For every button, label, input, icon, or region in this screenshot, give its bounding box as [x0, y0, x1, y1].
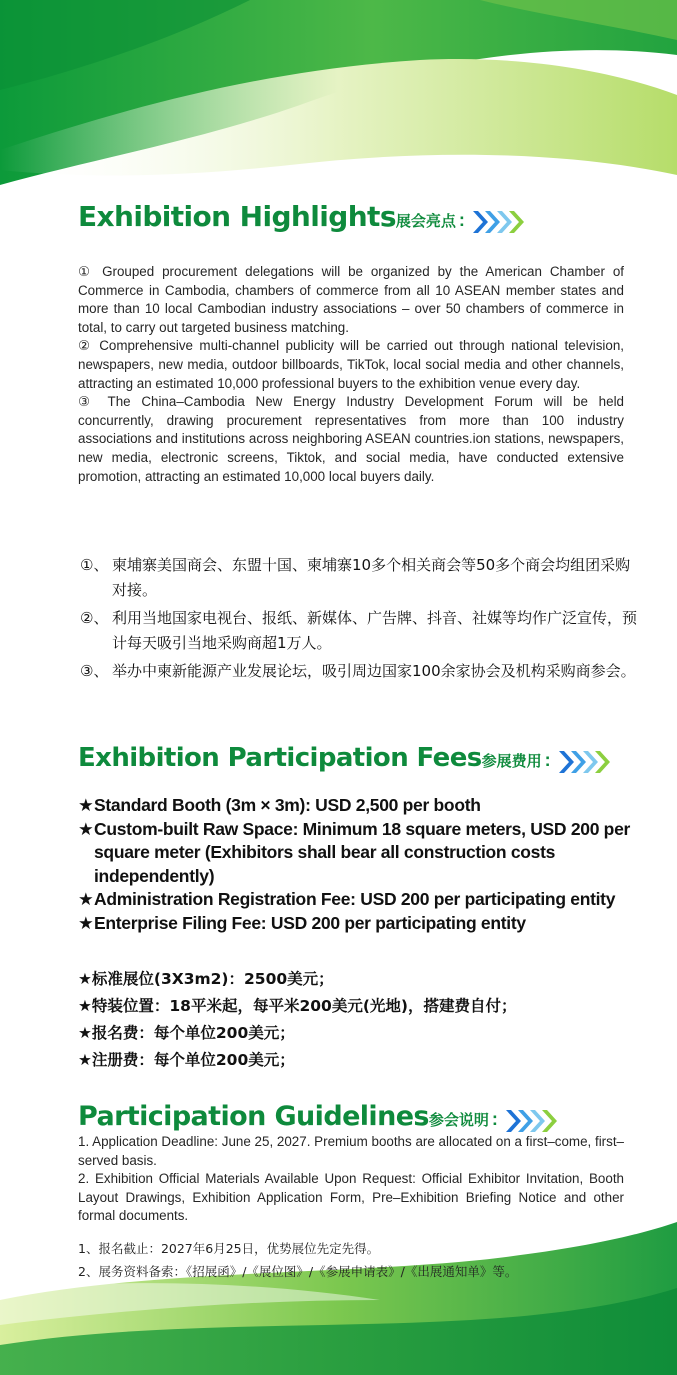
- highlights-heading: [78, 200, 525, 235]
- fee-zh-item-1: ★标准展位(3X3m2)：2500美元；: [78, 970, 334, 988]
- guideline-paragraph-2: 2. Exhibition Official Materials Available Upon Request: Official Exhibitor Invitation, Booth Layout Drawings, Exhibition Application Form, Pre–Exhibition Briefing Notice and other formal documents.: [78, 1171, 624, 1224]
- highlight-paragraph-1: ① Grouped procurement delegations will be organized by the American Chamber of Commerce in Cambodia, chambers of commerce from all 10 ASEAN member states and more than 10 local Cambodian industry associations – over 50 chambers of commerce in total, to carry out targeted business matching.: [78, 264, 624, 335]
- fees-title-en: Exhibition Participation Fees: [78, 743, 482, 773]
- guidelines-heading: [78, 1103, 558, 1134]
- guidelines-title-zh: 参会说明: [428, 1111, 489, 1129]
- guideline-zh-item-1: 1、报名截止：2027年6月25日，优势展位先定先得。: [78, 1241, 380, 1256]
- highlights-title-en: Exhibition Highlights: [78, 200, 396, 233]
- highlight-zh-item-1: ①、 柬埔寨美国商会、东盟十国、柬埔寨10多个相关商会等50多个商会均组团采购对接。: [80, 556, 631, 599]
- guidelines-colon: :: [491, 1109, 498, 1129]
- fee-zh-item-4: ★注册费：每个单位200美元；: [78, 1051, 295, 1069]
- guideline-paragraph-1: 1. Application Deadline: June 25, 2027. Premium booths are allocated on a first–come, first–served basis.: [78, 1134, 624, 1168]
- highlights-colon: :: [458, 210, 465, 230]
- fee-item-admin-registration: ★ Administration Registration Fee: USD 200 per participating entity: [78, 889, 616, 909]
- fee-zh-item-2: ★特装位置：18平米起，每平米200美元(光地)，搭建费自付；: [78, 997, 517, 1015]
- guidelines-zh: [78, 1237, 638, 1283]
- chevron-arrows-icon: [557, 749, 611, 775]
- guidelines-title-en: Participation Guidelines: [78, 1101, 429, 1132]
- highlight-paragraph-2: ② Comprehensive multi-channel publicity will be carried out through national television, newspapers, new media, outdoor billboards, TikTok, local social media and other channels, attracting an estimated 10,000 professional buyers to the exhibition venue every day.: [78, 338, 624, 391]
- highlights-title-zh: 展会亮点: [395, 212, 456, 230]
- fee-item-raw-space: ★ Custom-built Raw Space: Minimum 18 square meters, USD 200 per square meter (Exhibitors shall bear all construction costs independently): [78, 818, 631, 886]
- fees-heading: [78, 745, 611, 775]
- highlight-zh-item-3: ③、 举办中柬新能源产业发展论坛，吸引周边国家100余家协会及机构采购商参会。: [80, 662, 636, 680]
- fee-item-standard-booth: ★ Standard Booth (3m × 3m): USD 2,500 per booth: [78, 795, 481, 815]
- fee-item-enterprise-filing: ★ Enterprise Filing Fee: USD 200 per participating entity: [78, 912, 526, 933]
- highlight-paragraph-3: ③ The China–Cambodia New Energy Industry Development Forum will be held concurrently, drawing procurement representatives from more than 100 industry associations and institutions across neighboring ASEAN countries.ion stations, newspapers, new media, electronic screens, Tiktok, and social media, have conducted extensive promotion, attracting an estimated 10,000 local buyers daily.: [78, 394, 624, 484]
- fees-colon: :: [544, 750, 551, 770]
- chevron-arrows-icon: [471, 209, 525, 235]
- highlights-zh-list: [80, 553, 640, 687]
- highlight-zh-item-2: ②、 利用当地国家电视台、报纸、新媒体、广告牌、抖音、社媒等均作广泛宣传，预计每天吸引当地采购商超1万人。: [80, 609, 638, 652]
- fees-list-zh: [78, 966, 638, 1074]
- fee-zh-item-3: ★报名费：每个单位200美元；: [78, 1024, 295, 1042]
- chevron-arrows-icon: [504, 1108, 558, 1134]
- guidelines-paragraphs: [78, 1133, 624, 1226]
- highlights-paragraphs: [78, 263, 624, 486]
- fees-title-zh: 参展费用: [481, 752, 542, 770]
- guideline-zh-item-2: 2、展务资料备索：《招展函》/《展位图》/《参展申请表》/《出展通知单》等。: [78, 1264, 518, 1279]
- fees-list-en: [78, 794, 638, 935]
